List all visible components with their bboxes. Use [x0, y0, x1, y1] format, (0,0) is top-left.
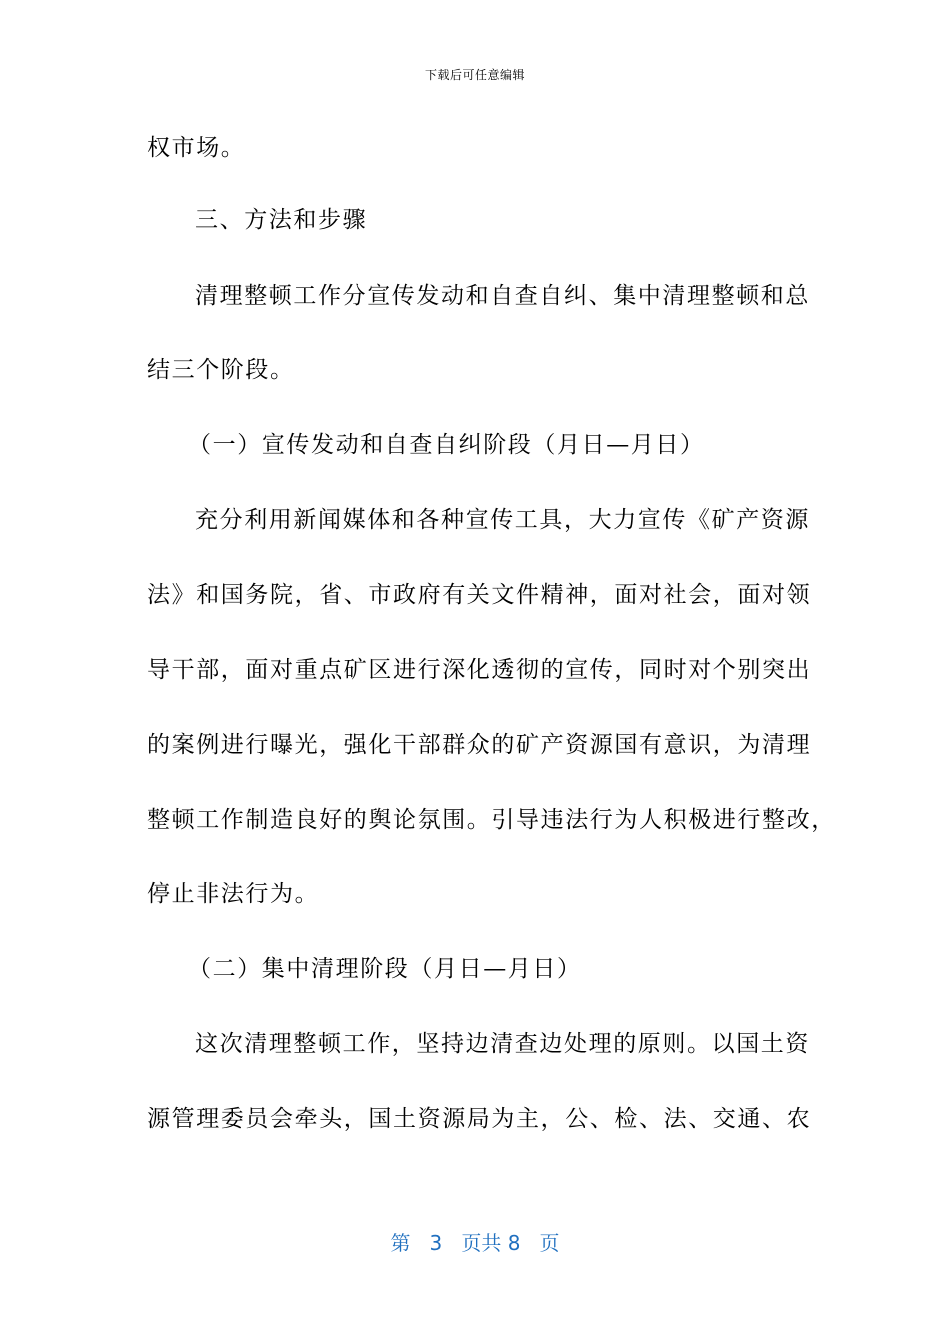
body-line: 权市场。 [147, 135, 246, 161]
body-line: 整顿工作制造良好的舆论氛围。引导违法行为人积极进行整改， [147, 807, 836, 833]
body-line: 导干部，面对重点矿区进行深化透彻的宣传，同时对个别突出 [147, 657, 812, 683]
body-line: 的案例进行曝光，强化干部群众的矿产资源国有意识，为清理 [147, 732, 812, 758]
body-line: 法》和国务院，省、市政府有关文件精神，面对社会，面对领 [147, 582, 812, 608]
page-footer [0, 1227, 950, 1256]
subsection-heading: （二）集中清理阶段（月日—月日） [188, 956, 582, 982]
body-line: 这次清理整顿工作，坚持边清查边处理的原则。以国土资 [195, 1031, 810, 1057]
total-pages-number: 8 [507, 1231, 521, 1255]
page-label-suffix: 页 [539, 1231, 560, 1255]
current-page-number: 3 [429, 1231, 443, 1255]
body-line: 充分利用新闻媒体和各种宣传工具，大力宣传《矿产资源 [195, 507, 810, 533]
section-heading: 三、方法和步骤 [195, 207, 368, 233]
body-line: 源管理委员会牵头，国土资源局为主，公、检、法、交通、农 [147, 1106, 812, 1132]
subsection-heading: （一）宣传发动和自查自纠阶段（月日—月日） [188, 432, 705, 458]
page-label-prefix: 第 [390, 1231, 411, 1255]
page-header: 下载后可任意编辑 [424, 68, 525, 82]
page-label-middle: 页共 [461, 1231, 502, 1255]
body-line: 清理整顿工作分宣传发动和自查自纠、集中清理整顿和总 [195, 283, 810, 309]
body-line: 停止非法行为。 [147, 881, 320, 907]
body-line: 结三个阶段。 [147, 357, 295, 383]
